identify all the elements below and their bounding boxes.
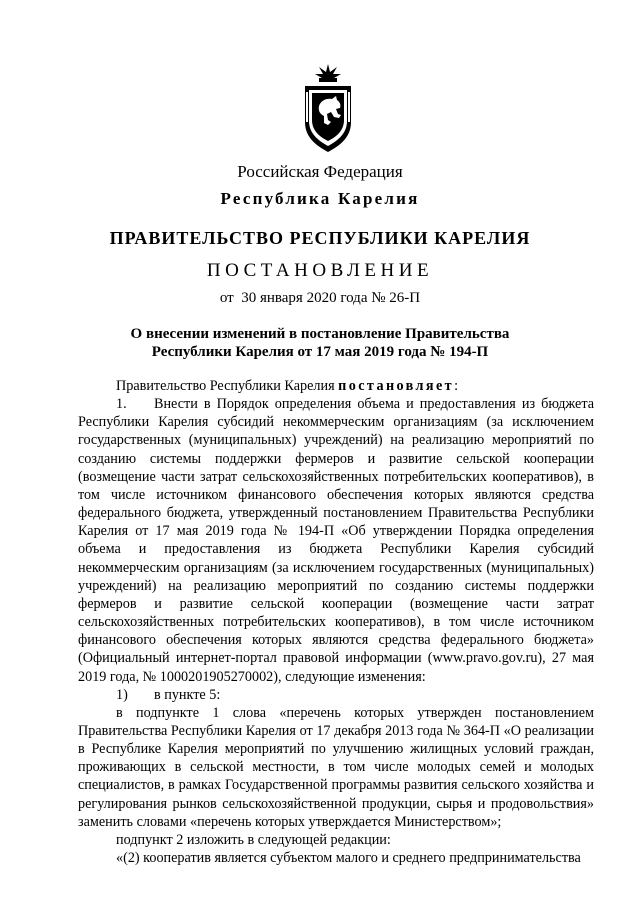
subitem-1-paragraph-2: подпункт 2 изложить в следующей редакции:	[116, 831, 391, 848]
document-type: ПОСТАНОВЛЕНИЕ	[206, 260, 434, 281]
subitem-1-number: 1)	[116, 686, 128, 703]
preamble-text: Правительство Республики Карелия	[116, 378, 339, 394]
republic-name: Республика Карелия	[220, 189, 420, 208]
document-body	[78, 377, 594, 867]
subitem-1	[78, 686, 594, 704]
government-name: ПРАВИТЕЛЬСТВО РЕСПУБЛИКИ КАРЕЛИЯ	[109, 228, 531, 248]
coat-of-arms-icon	[297, 62, 359, 154]
preamble-colon: :	[454, 378, 459, 394]
item-1-text: Внести в Порядок определения объема и предоставления из бюджета Республики Карелия субсидий некоммерческим организациям (за исключением государственных (муниципальных) учреждений) на реализацию мероприятий по созданию системы поддержки фермеров и развитие сельской кооперации (возмещение части затрат сельскохозяйственных потребительских кооперативов), в том числе источником финансового обеспечения которых являются средства федерального бюджета, утвержденный постановлением Правительства Республики Карелия от 17 мая 2019 года № 194-П «Об утверждении Порядка определения объема и предоставления из бюджета Республики Карелия субсидий некоммерческим организациям (за исключением государственных (муниципальных) учреждений) на реализацию мероприятий по созданию системы поддержки фермеров и развитие сельской кооперации (возмещение части затрат сельскохозяйственных потребительских кооперативов), в том числе источником финансового обеспечения которых являются средства федерального бюджета» (Официальный интернет-портал правовой информации (www.pravo.gov.ru), 27 мая 2019 года, № 1000201905270002), следующие изменения:	[78, 396, 594, 685]
subitem-1-paragraph-3: «(2) кооператив является субъектом малого и среднего предпринимательства	[116, 850, 581, 867]
document-title-line-2: Республики Карелия от 17 мая 2019 года № 194-П	[151, 344, 489, 360]
subitem-1-paragraph-1: в подпункте 1 слова «перечень которых утвержден постановлением Правительства Республики Карелия от 17 декабря 2013 года № 364-П «О реализации в Республике Карелия мероприятий по улучшению жилищных условий граждан, проживающих в сельской местности, в том числе молодых семей и молодых специалистов, в рамках Государственной программы развития сельского хозяйства и регулирования рынков сельскохозяйственной продукции, сырья и продовольствия» заменить словами «перечень которых утверждается Министерством»;	[78, 704, 594, 830]
crown-star-icon	[315, 64, 341, 78]
subitem-1-text: в пункте 5:	[154, 686, 221, 703]
item-1-number: 1.	[116, 396, 127, 413]
document-date-number: от 30 января 2020 года № 26-П	[219, 290, 421, 306]
preamble-decree-word: постановляет	[338, 378, 455, 394]
country-name: Российская Федерация	[237, 162, 403, 181]
document-title-line-1: О внесении изменений в постановление Правительства	[130, 326, 510, 342]
item-1	[78, 395, 594, 686]
preamble	[78, 377, 594, 395]
